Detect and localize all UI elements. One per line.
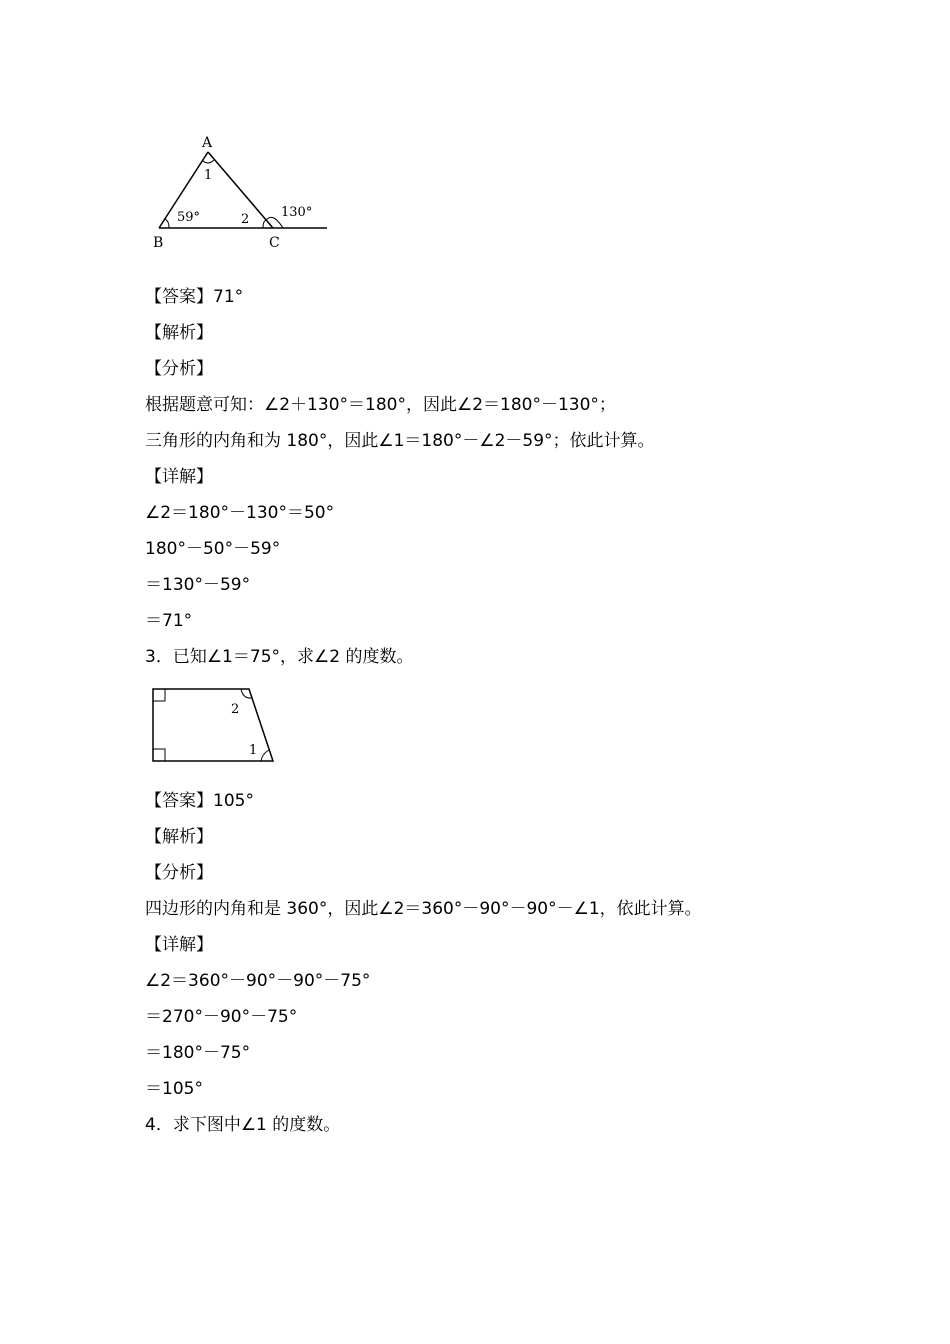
- step-3-4: ＝105°: [145, 1079, 203, 1099]
- jiexi-3: 【解析】: [145, 827, 213, 847]
- vertex-label-b: B: [153, 235, 164, 251]
- xiangjie-3: 【详解】: [145, 935, 213, 955]
- trapezoid-figure: [145, 684, 285, 768]
- analysis-2-line-2: 三角形的内角和为 180°，因此∠1＝180°－∠2－59°；依此计算。: [145, 431, 655, 451]
- fenxi-3: 【分析】: [145, 863, 213, 883]
- angle-label-2: 2: [231, 702, 240, 717]
- angle-label-b: 59°: [177, 210, 201, 225]
- question-3: 3．已知∠1＝75°，求∠2 的度数。: [145, 647, 414, 667]
- xiangjie-2: 【详解】: [145, 467, 213, 487]
- vertex-label-c: C: [269, 235, 280, 251]
- step-2-4: ＝71°: [145, 611, 193, 631]
- fenxi-2: 【分析】: [145, 359, 213, 379]
- angle-label-1: 1: [204, 168, 213, 183]
- angle-label-2: 2: [241, 212, 250, 227]
- vertex-label-a: A: [202, 135, 213, 151]
- analysis-3: 四边形的内角和是 360°，因此∠2＝360°－90°－90°－∠1，依此计算。: [145, 899, 702, 919]
- triangle-figure: [145, 128, 345, 258]
- angle-label-1: 1: [249, 743, 258, 758]
- right-angle-top-left: [153, 689, 165, 701]
- step-2-2: 180°－50°－59°: [145, 539, 281, 559]
- step-3-2: ＝270°－90°－75°: [145, 1007, 298, 1027]
- step-3-1: ∠2＝360°－90°－90°－75°: [145, 971, 371, 991]
- question-4: 4．求下图中∠1 的度数。: [145, 1115, 341, 1135]
- angle-label-exterior: 130°: [281, 205, 313, 220]
- right-angle-bottom-left: [153, 749, 165, 761]
- angle-arc-1: [261, 750, 269, 761]
- angle-arc-a: [202, 160, 214, 163]
- answer-2: 【答案】71°: [145, 287, 244, 307]
- analysis-2-line-1: 根据题意可知：∠2＋130°＝180°，因此∠2＝180°－130°；: [145, 395, 616, 415]
- step-3-3: ＝180°－75°: [145, 1043, 251, 1063]
- jiexi-2: 【解析】: [145, 323, 213, 343]
- step-2-1: ∠2＝180°－130°＝50°: [145, 503, 335, 523]
- step-2-3: ＝130°－59°: [145, 575, 251, 595]
- answer-3: 【答案】105°: [145, 791, 254, 811]
